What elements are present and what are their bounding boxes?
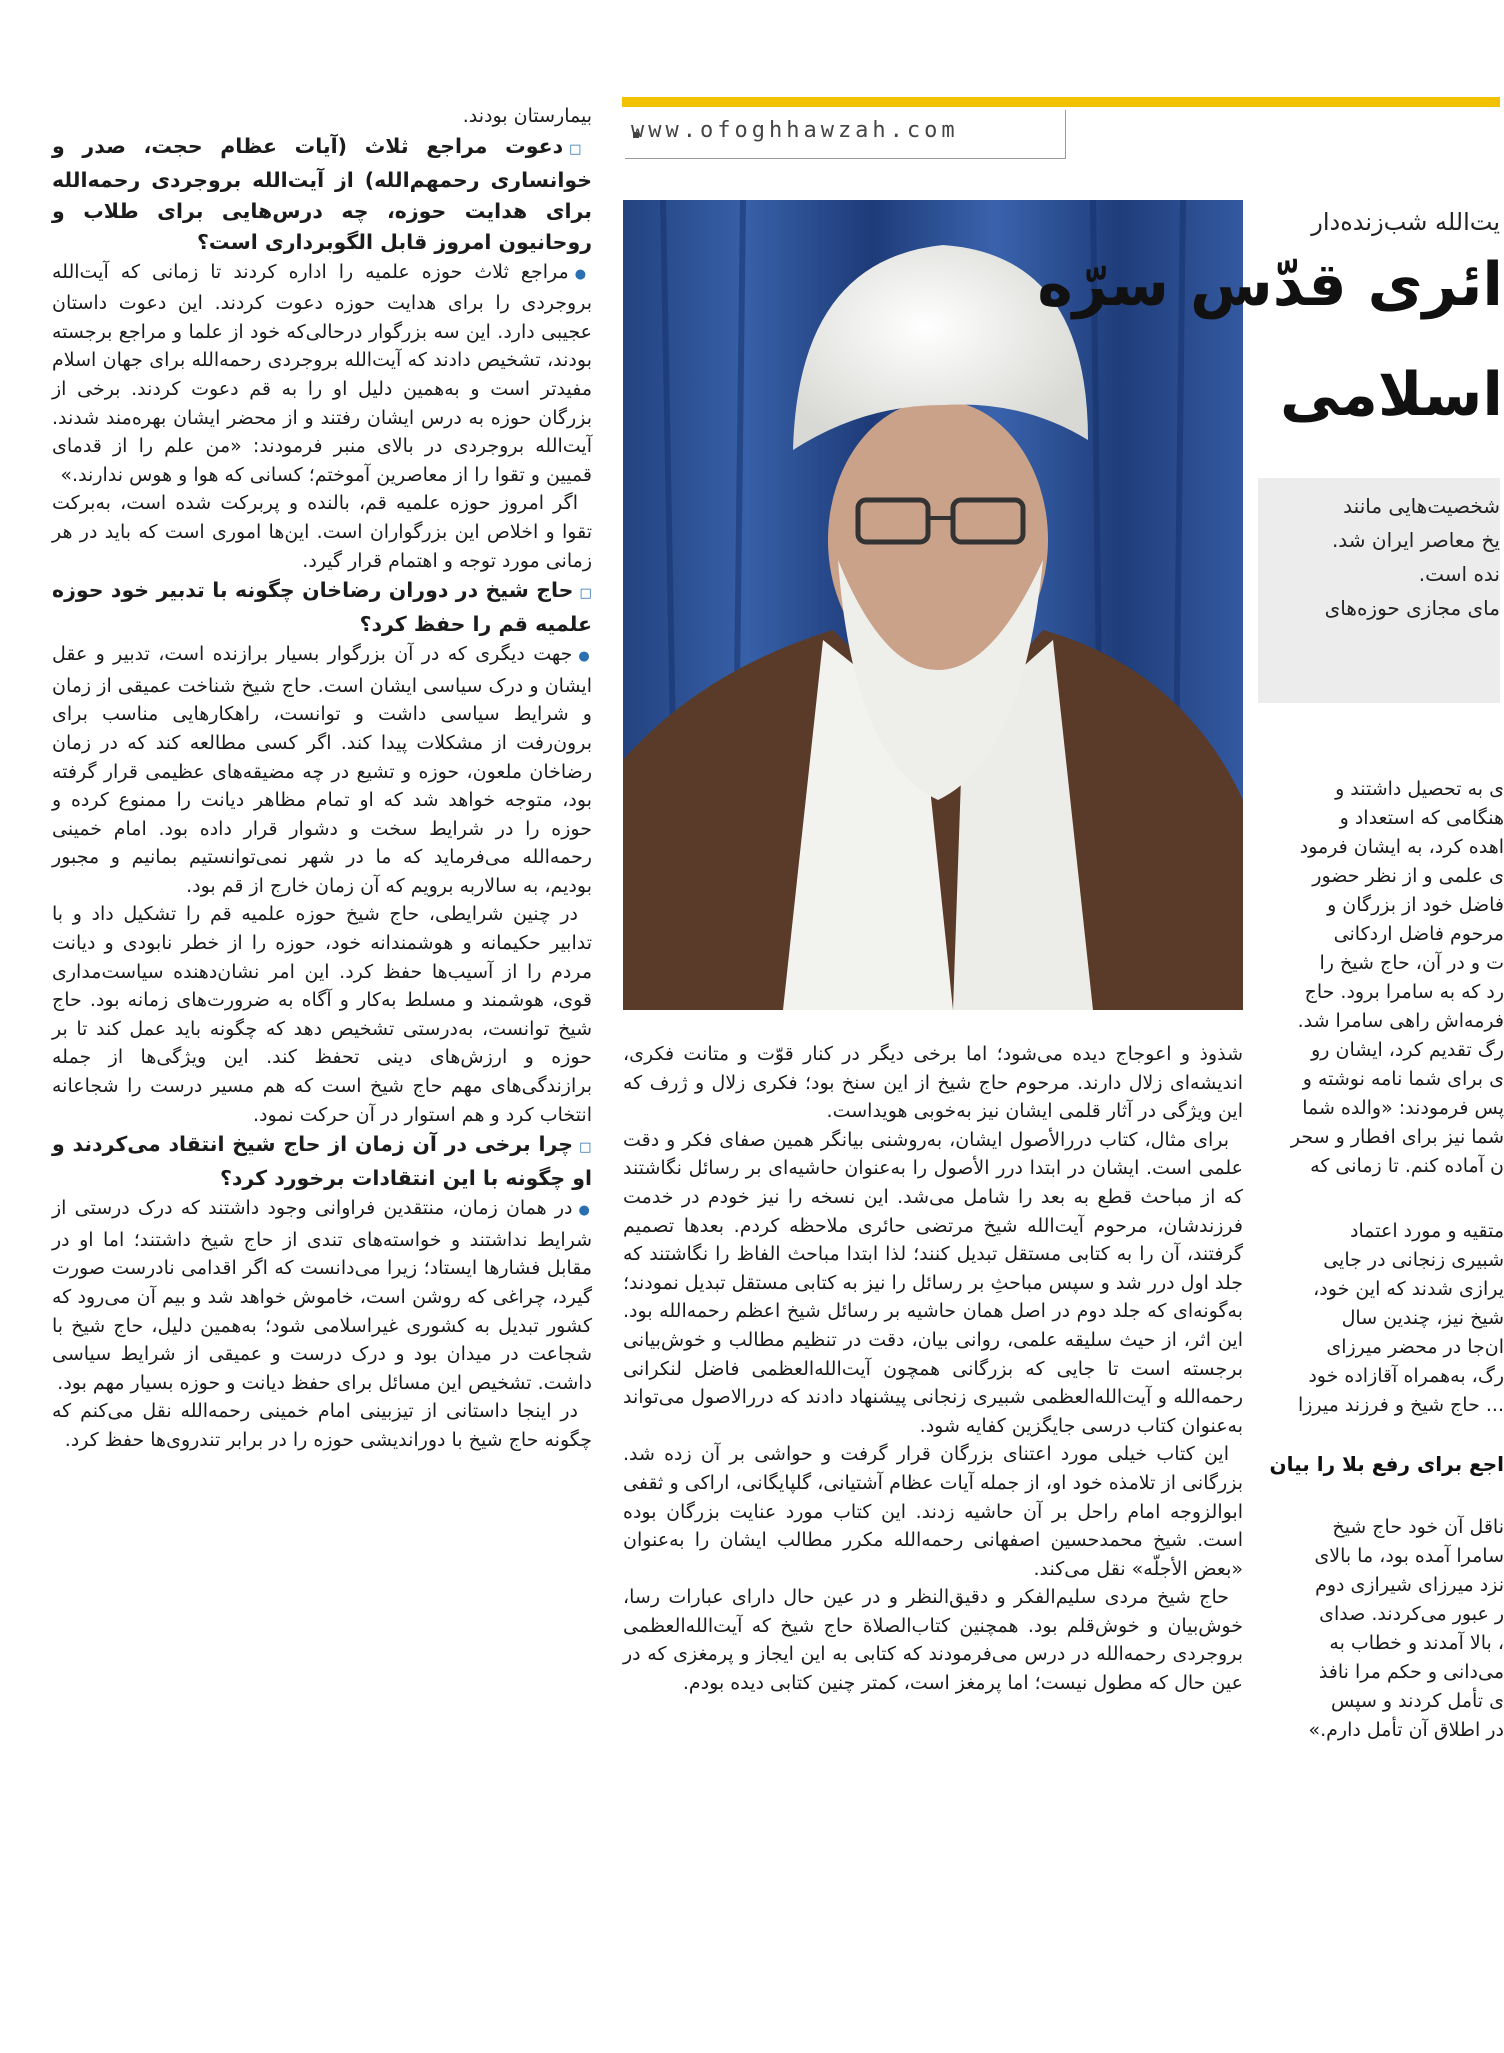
portrait-photo xyxy=(623,200,1243,1010)
bullet-dot-icon: ● xyxy=(574,266,593,282)
middle-column xyxy=(623,1040,1243,2053)
text-line: ی به تحصیل داشتند و xyxy=(1335,778,1504,800)
interview-answer: ●مراجع ثلاث حوزه علمیه را اداره کردند تا زمانی که آیت‌الله بروجردی را برای هدایت حوزه دعوت کردند. این دعوت داستان عجیبی دارد. این سه بزرگوار درحالی‌که خود از علما و مراجع برجسته بودند، تشخیص دادند که آیت‌الله بروجردی رحمه‌الله برای جهان اسلام مفیدتر است و به‌همین دلیل او را به قم دعوت کردند. برخی از بزرگان حوزه به درس ایشان رفتند و از محضر ایشان بهره‌مند شدند. آیت‌الله بروجردی در بالای منبر فرمودند: «من علم را از قدمای قمیین و تقوا را از معاصرین آموختم؛ کسانی که هوا و هوس ندارند.» xyxy=(52,260,593,486)
text-line: رگ تقدیم کرد، ایشان رو xyxy=(1311,1039,1504,1061)
interview-question: □دعوت مراجع ثلاث (آیات عظام حجت، صدر و خوانساری رحمهم‌الله) از آیت‌الله بروجردی رحمه‌الله برای هدایت حوزه، چه درس‌هایی برای طلاب و روحانیون امروز قابل الگوبرداری است؟ xyxy=(52,133,592,254)
paragraph: برای مثال، کتاب دررالأصول ایشان، به‌روشنی بیانگر همین صفای فکر و دقت علمی است. ایشان در ابتدا درر الأصول را به‌عنوان حاشیه‌ای بر رسائل نگاشتند که از مباحث قطع به بعد را شامل می‌شد. این نسخه را نیز خودم در خدمت فرزندشان، مرحوم آیت‌الله شیخ مرتضی حائری ملاحظه کردم. بعدها تصمیم گرفتند، آن را به کتابی مستقل تبدیل کنند؛ لذا ابتدا مباحث الفاظ را نگاشتند که جلد اول درر شد و سپس مباحثِ بر رسائل را نیز به کتابی مستقل تبدیل نمودند؛ به‌گونه‌ای که جلد دوم در اصل همان حاشیه بر رسائل شیخ اعظم رحمه‌الله بود. این اثر، از حیث سلیقه علمی، روانی بیان، دقت در تنظیم مطالب و خوش‌بیانی برجسته است تا جایی که بزرگانی همچون آیت‌الله‌العظمی فاضل لنکرانی رحمه‌الله و آیت‌الله‌العظمی شبیری زنجانی پیشنهاد دادند که دررالاصول می‌تواند به‌عنوان کتاب درسی جایگزین کفایه شود. xyxy=(623,1128,1243,1437)
article-headline-line-2: اسلامی xyxy=(1280,360,1503,430)
paragraph: در اینجا داستانی از تیزبینی امام خمینی رحمه‌الله نقل می‌کنم که چگونه حاج شیخ با دوراندیشی حوزه را در برابر تندروی‌ها حفظ کرد. xyxy=(52,1400,592,1451)
paragraph: بیمارستان بودند. xyxy=(462,105,592,127)
interview-answer: ●در همان زمان، منتقدین فراوانی وجود داشتند که درک درستی از شرایط نداشتند و خواسته‌های تندی از حاج شیخ داشتند؛ اما او در مقابل فشارها ایستاد؛ زیرا می‌دانست که اگر اقدامی نادرست صورت گیرد، چراغی که روشن است، خاموش خواهد شد و بیم آن می‌رود که کشور تبدیل به کشوری غیراسلامی شود؛ به‌همین دلیل، حاج شیخ با شجاعت در میدان بود و درک درست و عمیقی از شرایط سیاسی داشت. تشخیص این مسائل برای حفظ دیانت و حوزه بسیار مهم بود. xyxy=(52,1197,592,1394)
article-subtitle: یت‌الله شب‌زنده‌دار xyxy=(1311,208,1500,236)
paragraph: در چنین شرایطی، حاج شیخ حوزه علمیه قم را تشکیل داد و با تدابیر حکیمانه و هوشمندانه خود، حوزه را از خطر نابودی و دیانت مردم را از آسیب‌ها حفظ کرد. این امر نشان‌دهنده سیاست‌مداری قوی، هوشمند و مسلط به‌کار و آگاه به ضرورت‌های زمانه بود. حاج شیخ توانست، به‌درستی تشخیص دهد که چگونه باید عمل کند تا بر حوزه و ارزش‌های دینی تحفظ کند. این ویژگی‌ها از جمله برازندگی‌های مهم حاج شیخ است که هم مسیر درست را شجاعانه انتخاب کرد و هم استوار در آن حرکت نمود. xyxy=(52,903,592,1126)
square-marker-icon: □ xyxy=(579,1140,592,1156)
lead-box xyxy=(1258,478,1500,703)
lead-line: مای مجازی حوزه‌های xyxy=(1324,596,1500,620)
portrait-illustration xyxy=(623,200,1243,1010)
text-line: در اطلاق آن تأمل دارم.» xyxy=(1308,1719,1504,1741)
text-line: نزد میرزای شیرازی دوم xyxy=(1315,1574,1504,1596)
text-line: می‌دانی و حکم مرا نافذ xyxy=(1318,1661,1504,1683)
lead-line: شخصیت‌هایی مانند xyxy=(1343,494,1500,518)
text-line: مرحوم فاضل اردکانی xyxy=(1333,923,1504,945)
article-headline-line-1: ائری قدّس سرّه xyxy=(1037,250,1503,320)
text-line: ان‌جا در محضر میرزای xyxy=(1326,1336,1504,1358)
text-line: شما نیز برای افطار و سحر xyxy=(1290,1126,1504,1148)
square-marker-icon: □ xyxy=(569,141,592,157)
text-line: ن آماده کنم. تا زمانی که xyxy=(1310,1155,1504,1177)
text-line: سامرا آمده بود، ما بالای xyxy=(1314,1545,1504,1567)
site-url: www.ofoghhawzah.com xyxy=(631,118,959,143)
text-line: شبیری زنجانی در جایی xyxy=(1323,1249,1504,1271)
bullet-dot-icon: ● xyxy=(578,1203,592,1219)
text-line: ی تأمل کردند و سپس xyxy=(1331,1690,1504,1712)
text-line: اهده کرد، به ایشان فرمود xyxy=(1299,836,1504,858)
text-line: ... حاج شیخ و فرزند میرزا xyxy=(1297,1394,1504,1416)
lead-line: نده است. xyxy=(1418,562,1500,586)
text-line: ر عبور می‌کردند. صدای xyxy=(1319,1603,1504,1625)
text-line: متقیه و مورد اعتماد xyxy=(1350,1220,1504,1242)
interview-question: □حاج شیخ در دوران رضاخان چگونه با تدبیر خود حوزه علمیه قم را حفظ کرد؟ xyxy=(52,578,592,637)
text-line: ناقل آن خود حاج شیخ xyxy=(1332,1516,1504,1538)
interview-question: □چرا برخی در آن زمان از حاج شیخ انتقاد می‌کردند و او چگونه با این انتقادات برخورد کرد؟ xyxy=(52,1132,592,1191)
right-cropped-column xyxy=(1037,200,1504,2053)
paragraph: حاج شیخ مردی سلیم‌الفکر و دقیق‌النظر و در عین حال دارای عبارات رسا، خوش‌بیان و خوش‌قلم بود. همچنین کتاب‌الصلاة حاج شیخ که آیت‌الله‌العظمی بروجردی رحمه‌الله در درس می‌فرمودند که کتابی به این ایجاز و پرمغزی که در عین حال که مطول نیست؛ اما پرمغز است، کمتر چنین کتابی دیده بودم. xyxy=(623,1586,1243,1695)
text-line: ی علمی و از نظر حضور xyxy=(1312,865,1504,887)
text-line: فرمه‌اش راهی سامرا شد. xyxy=(1297,1010,1504,1032)
text-line: ت و در آن، حاج شیخ را xyxy=(1319,952,1504,974)
left-column xyxy=(52,102,592,2053)
text-line: رگ، به‌همراه آقازاده خود xyxy=(1308,1365,1504,1387)
text-line: یرازی شدند که این خود، xyxy=(1313,1278,1504,1300)
text-line: رد که به سامرا برود. حاج xyxy=(1304,981,1504,1003)
top-accent-bar xyxy=(622,97,1500,107)
bullet-dot-icon: ● xyxy=(578,649,593,665)
text-line: ی برای شما نامه نوشته و xyxy=(1302,1068,1504,1090)
text-line: پس فرمودند: «والده شما xyxy=(1302,1097,1504,1119)
paragraph: شذوذ و اعوجاج دیده می‌شود؛ اما برخی دیگر در کنار قوّت و متانت فکری، اندیشه‌ای زلال دارند. مرحوم حاج شیخ از این سنخ بود؛ فکری زلال و ژرف که این ویژگی در آثار قلمی ایشان نیز به‌خوبی هویداست. xyxy=(623,1043,1243,1123)
text-line: شیخ نیز، چندین سال xyxy=(1341,1307,1504,1329)
square-marker-icon: □ xyxy=(579,586,592,602)
paragraph: این کتاب خیلی مورد اعتنای بزرگان قرار گرفت و حواشی بر آن زده شد. بزرگانی از تلامذه خود او، از جمله آیات عظام آشتیانی، گلپایگانی، اراکی و ثقفی ابوالزوجه امام راحل بر آن حاشیه زدند. این کتاب مورد عنایت بزرگان بوده است. شیخ محمدحسین اصفهانی رحمه‌الله مکرر مطالب ایشان را به‌عنوان «بعض الأجلّه» نقل می‌کند. xyxy=(623,1443,1243,1580)
site-url-box xyxy=(625,110,1066,159)
text-line: ، بالا آمدند و خطاب به xyxy=(1329,1632,1504,1654)
section-heading: اجع برای رفع بلا را بیان xyxy=(1269,1452,1504,1476)
text-line: فاضل خود از بزرگان و xyxy=(1327,894,1504,916)
lead-line: یخ معاصر ایران شد. xyxy=(1331,528,1500,552)
interview-answer: ●جهت دیگری که در آن بزرگوار بسیار برازنده است، تدبیر و عقل ایشان و درک سیاسی ایشان است. حاج شیخ شناخت عمیقی از زمان و شرایط سیاسی داشت و توانست، راهکارهایی مناسب برای برون‌رفت از مشکلات پیدا کند. اگر کسی مطالعه کند که در زمان رضاخان ملعون، حوزه و تشیع در چه مضیقه‌های عظیمی قرار گرفته بود، متوجه خواهد شد که او تمام مظاهر دیانت را ممنوع کرده و حوزه را در شرایط سخت و دشوار قرار داده بود. امام خمینی رحمه‌الله می‌فرماید که ما در شهر نمی‌توانستیم بمانیم و مجبور بودیم، به سالاربه برویم که آن زمان خارج از قم بود. xyxy=(52,643,593,897)
text-line: هنگامی که استعداد و xyxy=(1339,807,1504,829)
paragraph: اگر امروز حوزه علمیه قم، بالنده و پربرکت شده است، به‌برکت تقوا و اخلاص این بزرگواران است. این‌ها اموری است که باید در هر زمانی مورد توجه و اهتمام قرار گیرد. xyxy=(52,492,592,572)
